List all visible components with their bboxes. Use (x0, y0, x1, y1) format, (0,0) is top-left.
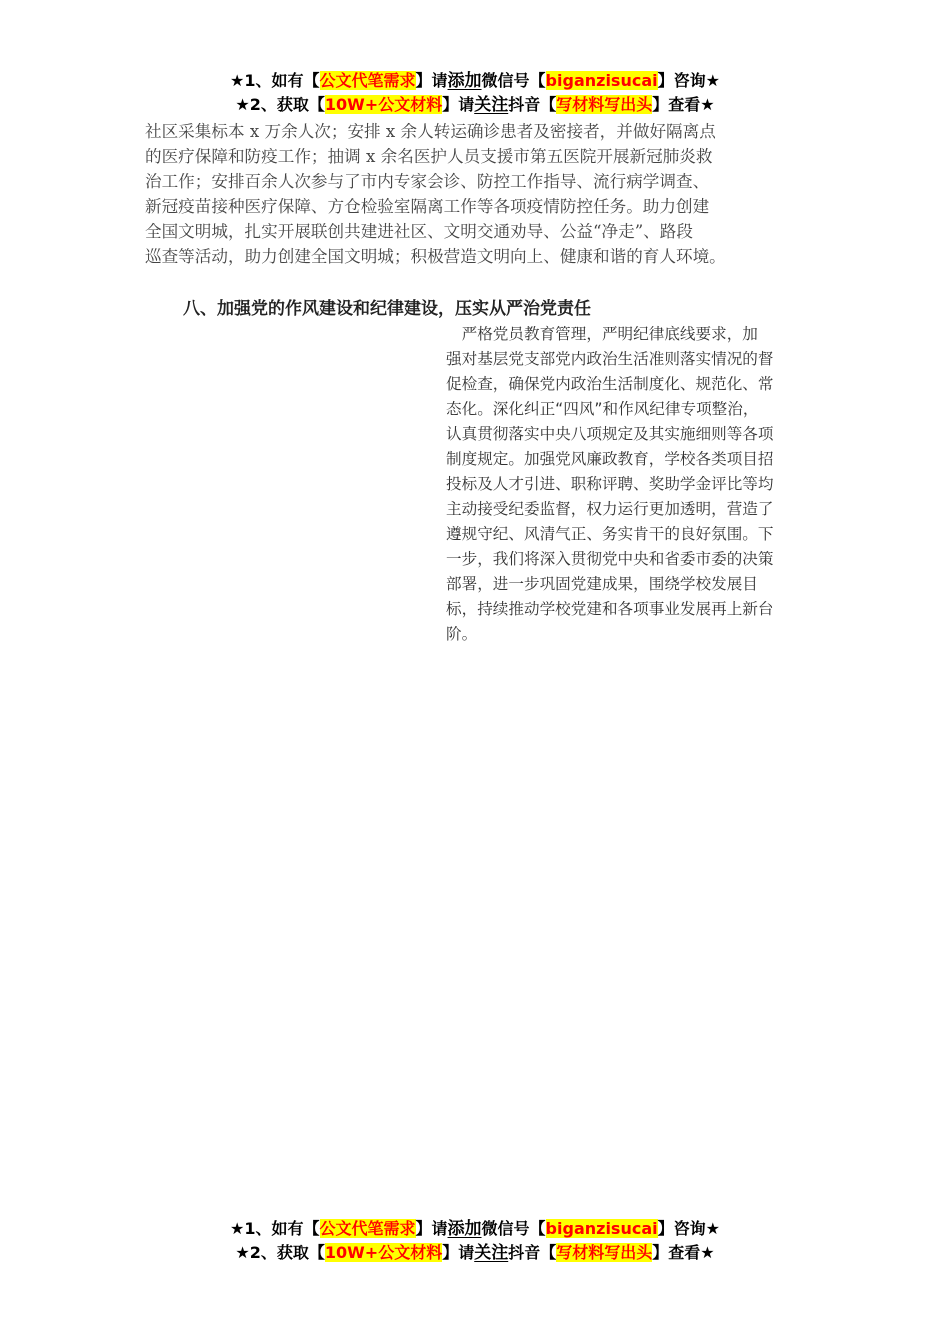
banner-text: 】查看★ (652, 1243, 715, 1262)
paragraph-line: 新冠疫苗接种医疗保障、方仓检验室隔离工作等各项疫情防控任务。助力创建 (145, 197, 710, 216)
banner-text: 】请 (415, 1219, 448, 1238)
body-paragraph (145, 119, 835, 269)
paragraph-line: 制度规定。加强党风廉政教育，学校各类项目招 (446, 450, 774, 468)
underlined-text: 添加 (447, 1219, 482, 1239)
banner-text: ★1、如有【 (230, 71, 320, 90)
footer-banner (0, 1217, 950, 1265)
paragraph-line: 巡查等活动，助力创建全国文明城；积极营造文明向上、健康和谐的育人环境。 (145, 247, 726, 266)
column-paragraph (446, 322, 806, 647)
section-heading: 八、加强党的作风建设和纪律建设，压实从严治党责任 (183, 299, 591, 319)
banner-text: 微信号【 (481, 1219, 546, 1238)
paragraph-line: 部署，进一步巩固党建成果，围绕学校发展目 (446, 575, 758, 593)
banner-text: 】查看★ (652, 95, 715, 114)
paragraph-line: 的医疗保障和防疫工作；抽调 x 余名医护人员支援市第五医院开展新冠肺炎救 (145, 147, 713, 166)
douyin-account: 写材料写出头 (556, 1243, 653, 1262)
highlight-materials: 10W+公文材料 (324, 1243, 443, 1262)
paragraph-line: 标，持续推动学校党建和各项事业发展再上新台 (446, 600, 774, 618)
banner-text: ★2、获取【 (235, 1243, 325, 1262)
banner-text: 】咨询★ (657, 1219, 720, 1238)
paragraph-line: 严格党员教育管理，严明纪律底线要求，加 (446, 325, 758, 343)
paragraph-line: 全国文明城，扎实开展联创共建进社区、文明交通劝导、公益“净走”、路段 (145, 222, 693, 241)
douyin-account: 写材料写出头 (556, 95, 653, 114)
underlined-text: 关注 (474, 1243, 509, 1263)
banner-line-2 (0, 1241, 950, 1265)
paragraph-line: 主动接受纪委监督，权力运行更加透明，营造了 (446, 500, 774, 518)
paragraph-line: 强对基层党支部党内政治生活准则落实情况的督 (446, 350, 774, 368)
paragraph-line: 促检查，确保党内政治生活制度化、规范化、常 (446, 375, 774, 393)
paragraph-line: 态化。深化纠正“四风”和作风纪律专项整治， (446, 400, 759, 418)
banner-text: 】请 (415, 71, 448, 90)
paragraph-line: 治工作；安排百余人次参与了市内专家会诊、防控工作指导、流行病学调查、 (145, 172, 710, 191)
underlined-text: 添加 (447, 71, 482, 91)
highlight-service: 公文代笔需求 (319, 71, 416, 90)
banner-text: 】请 (442, 1243, 475, 1262)
banner-text: 抖音【 (508, 1243, 557, 1262)
paragraph-line: 投标及人才引进、职称评聘、奖助学金评比等均 (446, 475, 774, 493)
banner-line-2 (0, 93, 950, 117)
header-banner (0, 69, 950, 117)
underlined-text: 关注 (474, 95, 509, 115)
banner-line-1 (0, 1217, 950, 1241)
paragraph-line: 认真贯彻落实中央八项规定及其实施细则等各项 (446, 425, 774, 443)
paragraph-line: 社区采集标本 x 万余人次；安排 x 余人转运确诊患者及密接者，并做好隔离点 (145, 122, 716, 141)
wechat-id: biganzisucai (545, 1219, 658, 1238)
paragraph-line: 遵规守纪、风清气正、务实肯干的良好氛围。下 (446, 525, 774, 543)
paragraph-line: 阶。 (446, 625, 478, 643)
banner-text: 微信号【 (481, 71, 546, 90)
banner-text: 】请 (442, 95, 475, 114)
highlight-service: 公文代笔需求 (319, 1219, 416, 1238)
banner-line-1 (0, 69, 950, 93)
banner-text: 抖音【 (508, 95, 557, 114)
highlight-materials: 10W+公文材料 (324, 95, 443, 114)
paragraph-line: 一步，我们将深入贯彻党中央和省委市委的决策 (446, 550, 774, 568)
banner-text: ★2、获取【 (235, 95, 325, 114)
wechat-id: biganzisucai (545, 71, 658, 90)
banner-text: ★1、如有【 (230, 1219, 320, 1238)
banner-text: 】咨询★ (657, 71, 720, 90)
